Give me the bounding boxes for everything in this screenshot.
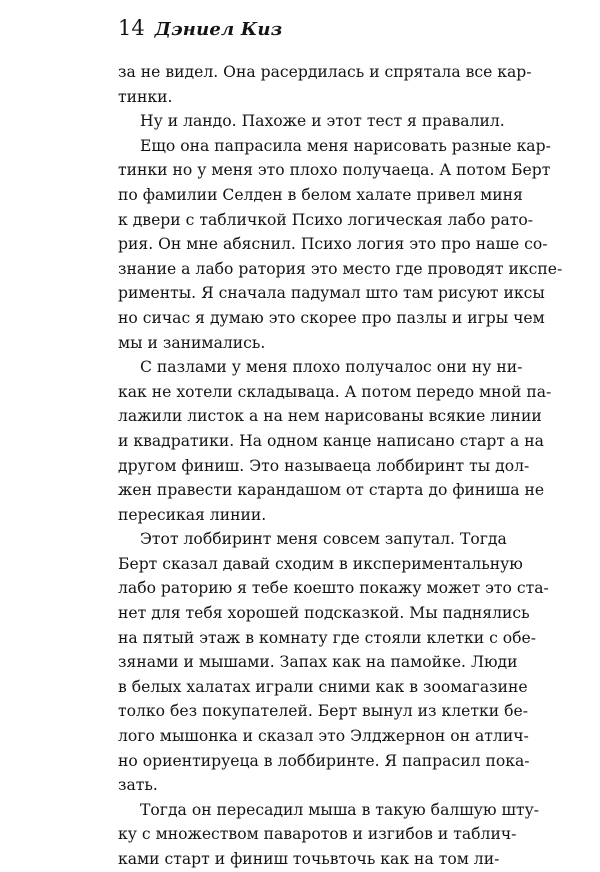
running-head-author: Дэниел Киз bbox=[154, 19, 283, 40]
paragraph bbox=[118, 355, 552, 527]
text-line: С пазлами у меня плохо получалос они ну ни- bbox=[140, 358, 523, 377]
text-line: лого мышонка и сказал это Элджернон он атлич- bbox=[118, 727, 529, 746]
text-line: знание а лабо ратория это место где проводят икспе- bbox=[118, 259, 563, 278]
text-line: ку с множеством паваротов и изгибов и таблич- bbox=[118, 825, 517, 844]
text-line: пересикая линии. bbox=[118, 505, 267, 524]
page-number: 14 bbox=[118, 16, 145, 40]
paragraph bbox=[118, 60, 532, 109]
text-line: лабо раторию я тебе коешто покажу может это ста- bbox=[118, 579, 549, 598]
text-line: Берт сказал давай сходим в икспериментальную bbox=[118, 554, 523, 573]
text-line: в белых халатах играли сними как в зоомагазине bbox=[118, 677, 528, 696]
paragraph bbox=[118, 527, 549, 798]
text-line: зянами и мышами. Запах как на памойке. Люди bbox=[118, 653, 518, 672]
text-line: Ну и ландо. Пахоже и этот тест я правалил. bbox=[140, 112, 505, 131]
text-line: жен правести карандашом от старта до финиша не bbox=[118, 481, 545, 500]
text-line: но сичас я думаю это скорее про пазлы и игры чем bbox=[118, 308, 545, 327]
paragraph bbox=[118, 798, 540, 872]
text-line: Этот лоббиринт меня совсем запутал. Тогда bbox=[140, 530, 507, 549]
text-line: ками старт и финиш точьвточь как на том ли- bbox=[118, 850, 500, 868]
text-line: но ориентируеца в лоббиринте. Я папрасил пока- bbox=[118, 751, 530, 770]
text-line: Ещо она папрасила меня нарисовать разные кар- bbox=[140, 136, 551, 155]
text-line: на пятый этаж в комнату где стояли клетки с обе- bbox=[118, 628, 537, 647]
text-line: лажили листок а на нем нарисованы всякие линии bbox=[118, 407, 542, 426]
text-line: к двери с табличкой Психо логическая лабо рато- bbox=[118, 210, 534, 229]
text-line: другом финиш. Это называеца лоббиринт ты дол- bbox=[118, 456, 530, 475]
text-line: как не хотели складываца. А потом передо мной па- bbox=[118, 382, 552, 401]
text-line: рия. Он мне абяснил. Психо логия это про наше со- bbox=[118, 235, 548, 254]
text-line: и квадратики. На одном канце написано старт а на bbox=[118, 431, 544, 450]
text-line: Тогда он пересадил мыша в такую балшую шту- bbox=[140, 800, 540, 819]
text-line: тинки но у меня это плохо получаеца. А потом Берт bbox=[118, 161, 551, 180]
text-line: по фамилии Селден в белом халате привел миня bbox=[118, 185, 523, 204]
text-line: нет для тебя хорошей подсказкой. Мы паднялись bbox=[118, 604, 530, 623]
paragraph bbox=[118, 134, 563, 355]
paragraph bbox=[118, 109, 505, 134]
text-line: рименты. Я сначала падумал што там рисуют иксы bbox=[118, 284, 545, 303]
text-line: тинки. bbox=[118, 87, 173, 106]
text-line: за не видел. Она расердилась и спрятала все кар- bbox=[118, 63, 532, 81]
text-line: мы и занимались. bbox=[118, 333, 266, 352]
page-header bbox=[118, 16, 282, 44]
text-line: толко без покупателей. Берт вынул из клетки бе- bbox=[118, 702, 528, 721]
text-line: зать. bbox=[118, 776, 158, 795]
